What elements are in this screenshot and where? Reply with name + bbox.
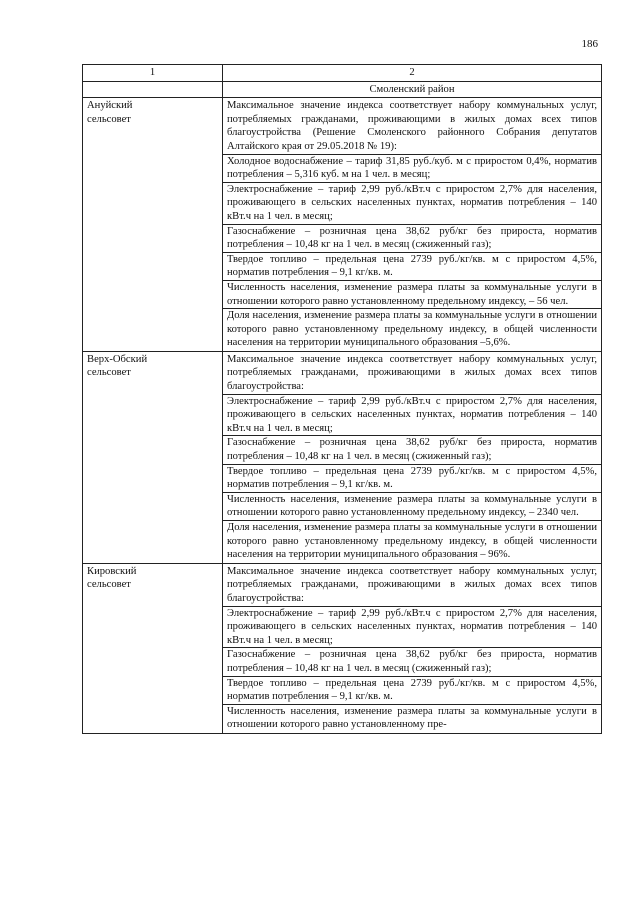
municipality-name-line2: сельсовет xyxy=(87,113,131,125)
municipality-name-line2: сельсовет xyxy=(87,367,131,379)
paragraph: Доля населения, изменение размера платы за коммунальные услуги в отношении которого равно установленному предельному индексу, в общей численности населения на территории муниципального образования –5,6%. xyxy=(223,308,601,350)
header-col-1: 1 xyxy=(83,65,223,82)
paragraph: Газоснабжение – розничная цена 38,62 руб/кг без прироста, норматив потребления – 10,48 кг на 1 чел. в месяц (сжиженный газ); xyxy=(223,224,601,252)
municipality-details xyxy=(223,563,602,733)
municipality-name xyxy=(83,351,223,563)
paragraph: Максимальное значение индекса соответствует набору коммунальных услуг, потребляемых гражданами, проживающими в жилых домах всех типов благоустройства (Решение Смоленского районного Собрания депутатов Алтайского края от 29.05.2018 № 19): xyxy=(227,100,597,152)
municipality-name-line2: сельсовет xyxy=(87,579,131,591)
paragraph: Численность населения, изменение размера платы за коммунальные услуги в отношении которого равно установленному предельному индексу, – 2340 чел. xyxy=(223,492,601,520)
table-header-row xyxy=(83,65,602,82)
paragraph: Электроснабжение – тариф 2,99 руб./кВт.ч с приростом 2,7% для населения, проживающего в сельских населенных пунктах, норматив потребления – 140 кВт.ч на 1 чел. в месяц; xyxy=(223,394,601,436)
district-name: Смоленский район xyxy=(223,81,602,98)
header-col-2: 2 xyxy=(223,65,602,82)
municipality-name-line1: Кировский xyxy=(87,565,137,577)
paragraph: Численность населения, изменение размера платы за коммунальные услуги в отношении которого равно установленному пре- xyxy=(223,704,601,732)
paragraph: Электроснабжение – тариф 2,99 руб./кВт.ч с приростом 2,7% для населения, проживающего в сельских населенных пунктах, норматив потребления – 140 кВт.ч на 1 чел. в месяц; xyxy=(223,606,601,648)
paragraph: Твердое топливо – предельная цена 2739 руб./кг/кв. м с приростом 4,5%, норматив потребления – 9,1 кг/кв. м. xyxy=(223,676,601,704)
paragraph: Твердое топливо – предельная цена 2739 руб./кг/кв. м с приростом 4,5%, норматив потребления – 9,1 кг/кв. м. xyxy=(223,464,601,492)
page-number: 186 xyxy=(581,38,598,50)
paragraph: Холодное водоснабжение – тариф 31,85 руб./куб. м с приростом 0,4%, норматив потребления – 5,316 куб. м на 1 чел. в месяц; xyxy=(223,154,601,182)
table-row xyxy=(83,98,602,352)
municipality-details xyxy=(223,98,602,352)
paragraph: Максимальное значение индекса соответствует набору коммунальных услуг, потребляемых гражданами, проживающими в жилых домах всех типов благоустройства: xyxy=(227,353,597,393)
paragraph: Электроснабжение – тариф 2,99 руб./кВт.ч с приростом 2,7% для населения, проживающего в сельских населенных пунктах, норматив потребления – 140 кВт.ч на 1 чел. в месяц; xyxy=(223,182,601,224)
paragraph: Газоснабжение – розничная цена 38,62 руб/кг без прироста, норматив потребления – 10,48 кг на 1 чел. в месяц (сжиженный газ); xyxy=(223,435,601,463)
tariff-table xyxy=(82,64,602,734)
district-empty-cell xyxy=(83,81,223,98)
municipality-details xyxy=(223,351,602,563)
paragraph: Численность населения, изменение размера платы за коммунальные услуги в отношении которого равно установленному предельному индексу, – 56 чел. xyxy=(223,280,601,308)
table-row xyxy=(83,563,602,733)
paragraph: Доля населения, изменение размера платы за коммунальные услуги в отношении которого равно установленному предельному индексу, в общей численности населения на территории муниципального образования – 96%. xyxy=(223,520,601,562)
municipality-name-line1: Ануйский xyxy=(87,100,133,112)
paragraph: Твердое топливо – предельная цена 2739 руб./кг/кв. м с приростом 4,5%, норматив потребления – 9,1 кг/кв. м. xyxy=(223,252,601,280)
municipality-name-line1: Верх-Обский xyxy=(87,353,148,365)
table-row xyxy=(83,351,602,563)
paragraph: Максимальное значение индекса соответствует набору коммунальных услуг, потребляемых гражданами, проживающими в жилых домах всех типов благоустройства: xyxy=(227,565,597,604)
paragraph: Газоснабжение – розничная цена 38,62 руб/кг без прироста, норматив потребления – 10,48 кг на 1 чел. в месяц (сжиженный газ); xyxy=(223,647,601,675)
district-row xyxy=(83,81,602,98)
municipality-name xyxy=(83,563,223,733)
municipality-name xyxy=(83,98,223,352)
